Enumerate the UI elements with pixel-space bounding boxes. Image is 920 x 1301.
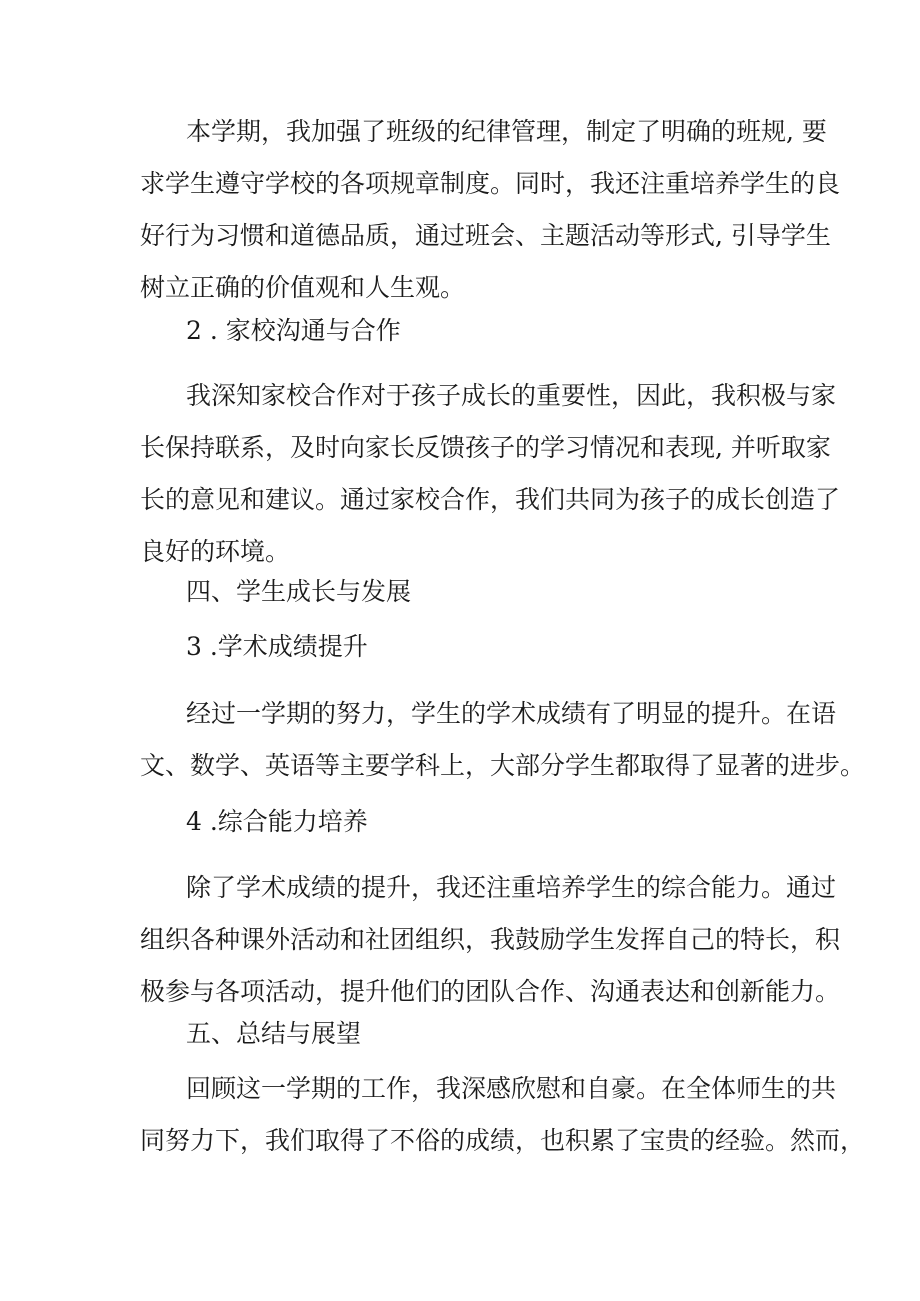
section-heading-home-school: 2 . 家校沟通与合作 (186, 316, 401, 345)
paragraph-line: 经过一学期的努力，学生的学术成绩有了明显的提升。在语 (186, 699, 837, 728)
paragraph-line: 回顾这一学期的工作，我深感欣慰和自豪。在全体师生的共 (186, 1074, 837, 1103)
chapter-heading-summary: 五、总结与展望 (186, 1019, 362, 1048)
section-heading-abilities: 4 .综合能力培养 (186, 807, 368, 836)
paragraph-line: 树立正确的价值观和人生观。 (140, 273, 466, 302)
paragraph-line: 极参与各项活动，提升他们的团队合作、沟通表达和创新能力。 (140, 977, 841, 1006)
paragraph-line: 同努力下，我们取得了不俗的成绩，也积累了宝贵的经验。然而， (140, 1126, 866, 1155)
paragraph-line: 良好的环境。 (140, 537, 291, 566)
paragraph-discipline (140, 106, 841, 314)
paragraph-abilities (140, 862, 841, 1018)
paragraph-line: 除了学术成绩的提升，我还注重培养学生的综合能力。通过 (186, 873, 837, 902)
paragraph-academic (140, 688, 866, 792)
paragraph-summary (140, 1063, 866, 1167)
paragraph-home-school (140, 370, 841, 578)
paragraph-line: 我深知家校合作对于孩子成长的重要性，因此，我积极与家 (186, 381, 837, 410)
paragraph-line: 本学期，我加强了班级的纪律管理，制定了明确的班规, 要 (186, 117, 827, 146)
chapter-heading-growth: 四、学生成长与发展 (186, 577, 412, 606)
paragraph-line: 组织各种课外活动和社团组织，我鼓励学生发挥自己的特长，积 (140, 925, 841, 954)
paragraph-line: 求学生遵守学校的各项规章制度。同时，我还注重培养学生的良 (140, 169, 841, 198)
paragraph-line: 好行为习惯和道德品质，通过班会、主题活动等形式, 引导学生 (140, 221, 831, 250)
paragraph-line: 长保持联系，及时向家长反馈孩子的学习情况和表现, 并听取家 (140, 433, 831, 462)
section-heading-academic: 3 .学术成绩提升 (186, 632, 368, 661)
paragraph-line: 长的意见和建议。通过家校合作，我们共同为孩子的成长创造了 (140, 485, 841, 514)
paragraph-line: 文、数学、英语等主要学科上，大部分学生都取得了显著的进步。 (140, 751, 866, 780)
